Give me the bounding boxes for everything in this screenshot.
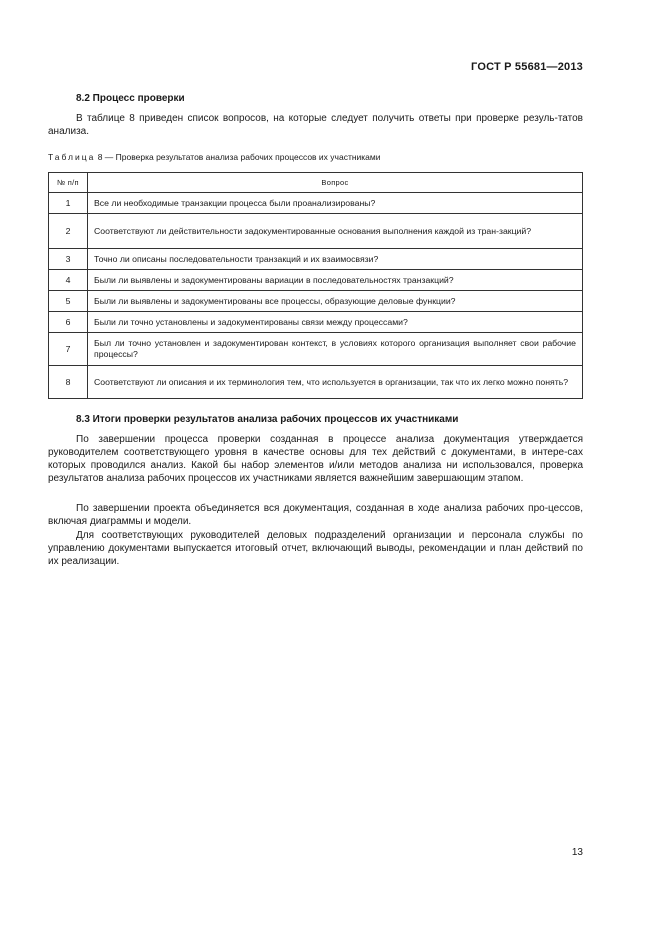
- section-8-2-text: В таблице 8 приведен список вопросов, на которые следует получить ответы при проверке резуль-татов анализа.: [48, 113, 583, 137]
- table-row: [49, 312, 583, 333]
- section-heading-8-3: 8.3 Итоги проверки результатов анализа рабочих процессов их участниками: [76, 414, 459, 425]
- row-number: 3: [49, 249, 88, 270]
- row-number: 2: [49, 214, 88, 249]
- row-question: Соответствуют ли действительности задокументированные основания выполнения каждой из тран-закций?: [88, 214, 583, 249]
- table-row: [49, 270, 583, 291]
- column-header-question: Вопрос: [88, 173, 583, 193]
- row-number: 5: [49, 291, 88, 312]
- table-header-row: [49, 173, 583, 193]
- row-number: 7: [49, 333, 88, 366]
- questions-table: [48, 172, 583, 399]
- section-8-3-paragraph-3: Для соответствующих руководителей деловых подразделений организации и персонала службы по управлению документами выпускается итоговый отчет, включающий выводы, рекомендации и план действий по их реализации.: [48, 530, 583, 567]
- row-question: Были ли выявлены и задокументированы вариации в последовательностях транзакций?: [88, 270, 583, 291]
- row-number: 4: [49, 270, 88, 291]
- table-caption-text: 8 — Проверка результатов анализа рабочих процессов их участниками: [95, 152, 381, 162]
- table-row: [49, 291, 583, 312]
- row-number: 8: [49, 366, 88, 399]
- table-caption: [48, 152, 381, 162]
- document-code: ГОСТ Р 55681—2013: [471, 61, 583, 73]
- row-question: Был ли точно установлен и задокументирован контекст, в условиях которого организация выполняет свои рабочие процессы?: [88, 333, 583, 366]
- table-row: [49, 193, 583, 214]
- row-question: Соответствуют ли описания и их терминология тем, что используется в организации, так что их легко можно понять?: [88, 366, 583, 399]
- table-row: [49, 214, 583, 249]
- column-header-number: № п/п: [49, 173, 88, 193]
- row-question: Были ли точно установлены и задокументированы связи между процессами?: [88, 312, 583, 333]
- table-row: [49, 249, 583, 270]
- section-8-3-paragraph-1: По завершении процесса проверки созданная в процессе анализа документация утверждается руководителем соответствующего уровня в качестве основы для тех действий с документами, в интере-сах которых проводился анализ. Какой бы набор элементов и/или методов анализа ни использовался, проверка результатов анализа рабочих процессов их участниками является важнейшим завершающим этапом.: [48, 434, 583, 484]
- section-8-3-paragraph-2: По завершении проекта объединяется вся документация, созданная в ходе анализа рабочих про-цессов, включая диаграммы и модели.: [48, 503, 583, 527]
- page-number: 13: [571, 847, 583, 858]
- row-question: Все ли необходимые транзакции процесса были проанализированы?: [88, 193, 583, 214]
- table-row: [49, 333, 583, 366]
- table-caption-label: Таблица: [48, 152, 96, 162]
- row-question: Точно ли описаны последовательности транзакций и их взаимосвязи?: [88, 249, 583, 270]
- table-row: [49, 366, 583, 399]
- row-number: 1: [49, 193, 88, 214]
- row-number: 6: [49, 312, 88, 333]
- section-heading-8-2: 8.2 Процесс проверки: [76, 93, 185, 104]
- row-question: Были ли выявлены и задокументированы все процессы, образующие деловые функции?: [88, 291, 583, 312]
